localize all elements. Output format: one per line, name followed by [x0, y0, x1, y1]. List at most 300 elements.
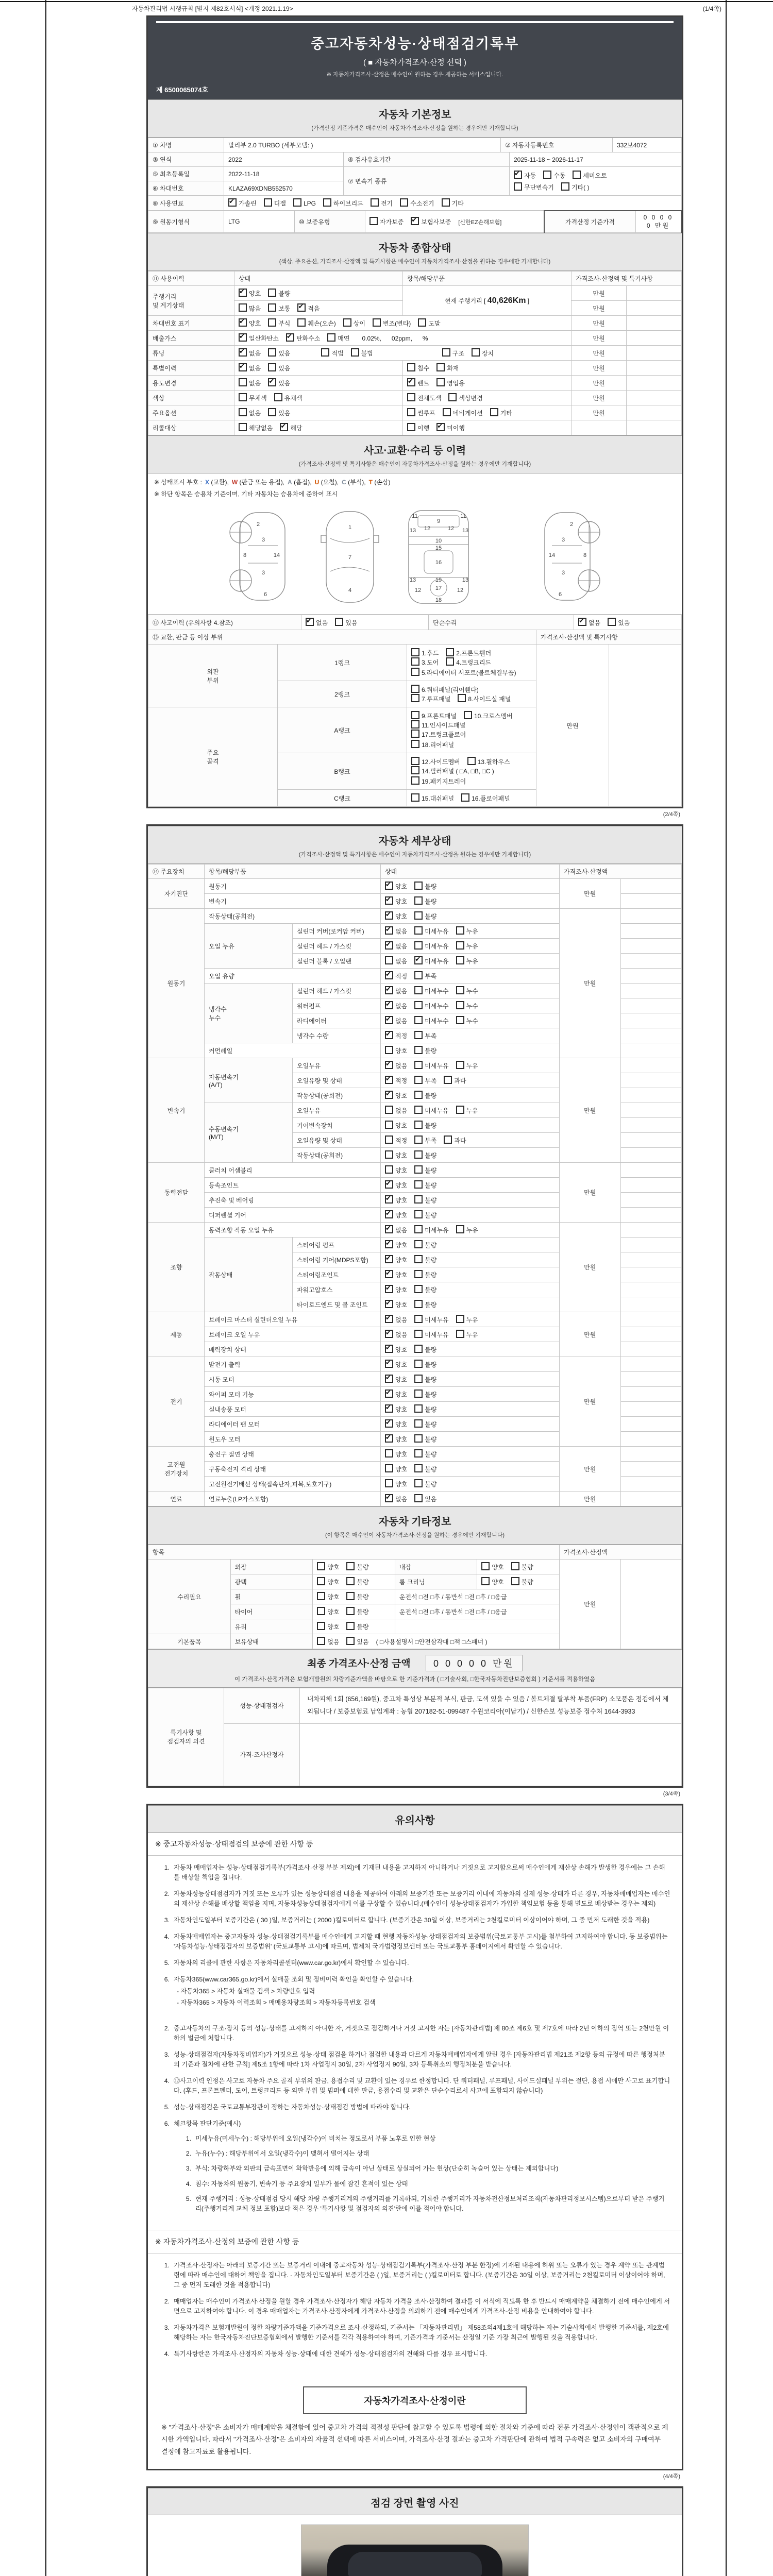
checkbox-option[interactable] — [385, 1360, 407, 1369]
checkbox[interactable] — [268, 318, 276, 327]
checkbox[interactable] — [346, 1622, 355, 1630]
checkbox-option[interactable] — [414, 911, 436, 921]
checkbox[interactable] — [385, 926, 393, 935]
checkbox-option[interactable] — [400, 198, 434, 208]
checkbox-option[interactable] — [385, 1150, 407, 1160]
checkbox-option[interactable] — [373, 318, 411, 328]
checkbox-option[interactable] — [317, 1607, 339, 1616]
checkbox[interactable] — [385, 1121, 393, 1129]
checkbox[interactable] — [346, 1562, 355, 1570]
checkbox[interactable] — [346, 1637, 355, 1645]
checkbox-option[interactable] — [407, 423, 429, 432]
checkbox-option[interactable] — [411, 217, 451, 226]
checkbox-option[interactable] — [472, 348, 494, 358]
checkbox-option[interactable] — [481, 1577, 503, 1586]
checkbox-option[interactable] — [414, 1404, 436, 1414]
checkbox[interactable] — [411, 757, 419, 765]
checkbox[interactable] — [317, 1577, 325, 1585]
checkbox[interactable] — [239, 363, 247, 371]
checkbox-option[interactable] — [385, 1061, 407, 1070]
checkbox-option[interactable] — [456, 956, 478, 965]
checkbox[interactable] — [414, 1180, 423, 1189]
checkbox-option[interactable] — [351, 348, 373, 358]
checkbox[interactable] — [414, 1449, 423, 1458]
checkbox[interactable] — [414, 1150, 423, 1159]
checkbox[interactable] — [490, 408, 498, 416]
checkbox[interactable] — [297, 303, 306, 312]
panel-item-option[interactable] — [411, 740, 454, 749]
checkbox-option[interactable] — [414, 986, 448, 995]
checkbox[interactable] — [436, 363, 445, 371]
checkbox[interactable] — [414, 1210, 423, 1218]
checkbox[interactable] — [481, 1577, 490, 1585]
checkbox-option[interactable] — [385, 941, 407, 951]
checkbox-option[interactable] — [442, 348, 464, 358]
checkbox[interactable] — [472, 348, 480, 357]
checkbox[interactable] — [385, 1106, 393, 1114]
checkbox-option[interactable] — [456, 986, 478, 995]
checkbox[interactable] — [385, 1434, 393, 1443]
checkbox[interactable] — [327, 333, 335, 342]
checkbox[interactable] — [385, 911, 393, 920]
checkbox-option[interactable] — [346, 1577, 368, 1586]
panel-item-option[interactable] — [411, 757, 460, 766]
checkbox-option[interactable] — [414, 1270, 436, 1279]
checkbox-option[interactable] — [414, 1076, 436, 1085]
checkbox[interactable] — [444, 1136, 452, 1144]
panel-item-option[interactable] — [458, 694, 511, 703]
checkbox[interactable] — [228, 198, 237, 207]
checkbox-option[interactable] — [414, 1106, 448, 1115]
checkbox-option[interactable] — [268, 408, 290, 417]
panel-item-option[interactable] — [461, 793, 510, 803]
checkbox[interactable] — [414, 1091, 423, 1099]
checkbox-option[interactable] — [385, 1195, 407, 1205]
checkbox[interactable] — [456, 1106, 464, 1114]
checkbox[interactable] — [414, 911, 423, 920]
checkbox[interactable] — [514, 182, 522, 191]
checkbox[interactable] — [385, 1375, 393, 1383]
checkbox[interactable] — [411, 730, 419, 738]
checkbox-option[interactable] — [385, 1285, 407, 1294]
checkbox[interactable] — [436, 423, 445, 431]
checkbox-option[interactable] — [456, 1315, 478, 1324]
checkbox[interactable] — [268, 303, 276, 312]
checkbox-option[interactable] — [239, 393, 267, 402]
checkbox[interactable] — [411, 766, 419, 774]
checkbox[interactable] — [456, 956, 464, 964]
panel-item-option[interactable] — [411, 694, 450, 703]
checkbox[interactable] — [436, 378, 445, 386]
checkbox-option[interactable] — [297, 303, 320, 313]
checkbox[interactable] — [385, 941, 393, 950]
checkbox[interactable] — [411, 668, 419, 676]
checkbox-option[interactable] — [239, 289, 261, 298]
checkbox[interactable] — [385, 1479, 393, 1487]
checkbox[interactable] — [414, 1389, 423, 1398]
checkbox-option[interactable] — [385, 1419, 407, 1429]
checkbox-option[interactable] — [490, 408, 512, 417]
checkbox-option[interactable] — [414, 941, 448, 951]
checkbox[interactable] — [385, 956, 393, 964]
checkbox-option[interactable] — [414, 1449, 436, 1459]
panel-item-option[interactable] — [411, 685, 479, 694]
checkbox[interactable] — [407, 378, 415, 386]
checkbox[interactable] — [418, 318, 426, 327]
checkbox-option[interactable] — [385, 1225, 407, 1234]
checkbox-option[interactable] — [385, 1255, 407, 1264]
checkbox[interactable] — [385, 1076, 393, 1084]
checkbox-option[interactable] — [385, 1016, 407, 1025]
checkbox-option[interactable] — [239, 363, 261, 372]
checkbox[interactable] — [411, 217, 419, 225]
checkbox[interactable] — [411, 657, 419, 666]
checkbox-option[interactable] — [346, 1592, 368, 1601]
checkbox[interactable] — [561, 182, 569, 191]
checkbox-option[interactable] — [346, 1637, 368, 1646]
checkbox-option[interactable] — [385, 1389, 407, 1399]
checkbox[interactable] — [373, 318, 381, 327]
checkbox-option[interactable] — [448, 393, 482, 402]
checkbox-option[interactable] — [317, 1577, 339, 1586]
checkbox[interactable] — [268, 289, 276, 297]
checkbox-option[interactable] — [414, 1434, 436, 1444]
checkbox-option[interactable] — [385, 986, 407, 995]
checkbox[interactable] — [385, 1195, 393, 1204]
checkbox-option[interactable] — [414, 1330, 448, 1339]
checkbox-option[interactable] — [346, 1562, 368, 1571]
checkbox-option[interactable] — [414, 1360, 436, 1369]
checkbox-option[interactable] — [317, 1637, 339, 1646]
checkbox-option[interactable] — [385, 1345, 407, 1354]
checkbox-option[interactable] — [414, 1494, 436, 1503]
checkbox[interactable] — [414, 1031, 423, 1039]
checkbox[interactable] — [414, 1121, 423, 1129]
checkbox-option[interactable] — [317, 1592, 339, 1601]
checkbox-option[interactable] — [239, 423, 273, 432]
checkbox[interactable] — [385, 1046, 393, 1054]
checkbox[interactable] — [414, 1255, 423, 1263]
checkbox-option[interactable] — [414, 1285, 436, 1294]
checkbox-option[interactable] — [385, 1180, 407, 1190]
checkbox-option[interactable] — [385, 1031, 407, 1040]
checkbox[interactable] — [414, 941, 423, 950]
checkbox[interactable] — [385, 1419, 393, 1428]
checkbox-option[interactable] — [317, 1562, 339, 1571]
checkbox-option[interactable] — [456, 1061, 478, 1070]
checkbox-option[interactable] — [385, 1404, 407, 1414]
checkbox-option[interactable] — [385, 971, 407, 980]
checkbox[interactable] — [446, 648, 454, 656]
checkbox-option[interactable] — [385, 1479, 407, 1488]
checkbox[interactable] — [456, 1315, 464, 1323]
checkbox[interactable] — [573, 171, 581, 179]
checkbox-option[interactable] — [385, 1136, 407, 1145]
checkbox-option[interactable] — [346, 1607, 368, 1616]
checkbox-option[interactable] — [268, 303, 290, 313]
checkbox-option[interactable] — [608, 618, 630, 627]
panel-item-option[interactable] — [411, 648, 439, 657]
checkbox[interactable] — [456, 1016, 464, 1024]
checkbox[interactable] — [385, 1330, 393, 1338]
checkbox[interactable] — [456, 1061, 464, 1069]
checkbox-option[interactable] — [414, 1046, 436, 1055]
checkbox-option[interactable] — [414, 1479, 436, 1488]
checkbox[interactable] — [414, 956, 423, 964]
checkbox-option[interactable] — [414, 1240, 436, 1249]
checkbox[interactable] — [414, 1375, 423, 1383]
checkbox-option[interactable] — [514, 182, 554, 192]
checkbox[interactable] — [385, 1285, 393, 1293]
checkbox[interactable] — [414, 986, 423, 994]
checkbox[interactable] — [297, 318, 306, 327]
checkbox-option[interactable] — [414, 1180, 436, 1190]
checkbox[interactable] — [407, 363, 415, 371]
checkbox-option[interactable] — [385, 1375, 407, 1384]
checkbox[interactable] — [385, 1165, 393, 1174]
checkbox[interactable] — [239, 289, 247, 297]
panel-item-option[interactable] — [411, 793, 454, 803]
checkbox[interactable] — [456, 1225, 464, 1233]
checkbox[interactable] — [385, 1494, 393, 1502]
checkbox-option[interactable] — [239, 318, 261, 328]
checkbox-option[interactable] — [414, 956, 448, 965]
checkbox-option[interactable] — [407, 393, 441, 402]
checkbox-option[interactable] — [414, 1136, 436, 1145]
checkbox-option[interactable] — [385, 882, 407, 891]
checkbox-option[interactable] — [385, 1001, 407, 1010]
checkbox[interactable] — [400, 198, 408, 207]
checkbox[interactable] — [411, 648, 419, 656]
checkbox[interactable] — [414, 1300, 423, 1308]
checkbox-option[interactable] — [436, 378, 465, 387]
checkbox[interactable] — [414, 971, 423, 979]
checkbox[interactable] — [317, 1592, 325, 1600]
checkbox[interactable] — [414, 1001, 423, 1009]
checkbox-option[interactable] — [268, 378, 290, 387]
checkbox[interactable] — [411, 720, 419, 728]
checkbox-option[interactable] — [414, 882, 436, 891]
checkbox[interactable] — [464, 711, 472, 719]
checkbox[interactable] — [442, 198, 450, 207]
checkbox[interactable] — [239, 393, 247, 401]
checkbox[interactable] — [458, 694, 466, 702]
checkbox[interactable] — [385, 1001, 393, 1009]
checkbox[interactable] — [317, 1607, 325, 1615]
checkbox[interactable] — [448, 393, 457, 401]
checkbox[interactable] — [407, 423, 415, 431]
checkbox-option[interactable] — [456, 1106, 478, 1115]
checkbox[interactable] — [414, 1315, 423, 1323]
checkbox-option[interactable] — [297, 318, 335, 328]
checkbox[interactable] — [385, 1180, 393, 1189]
checkbox[interactable] — [385, 1150, 393, 1159]
checkbox[interactable] — [456, 1001, 464, 1009]
checkbox-option[interactable] — [280, 423, 302, 432]
checkbox-option[interactable] — [385, 1076, 407, 1085]
checkbox-option[interactable] — [335, 618, 357, 627]
checkbox[interactable] — [385, 1404, 393, 1413]
checkbox-option[interactable] — [414, 1255, 436, 1264]
checkbox[interactable] — [323, 198, 331, 207]
checkbox-option[interactable] — [385, 1046, 407, 1055]
checkbox[interactable] — [239, 408, 247, 416]
checkbox[interactable] — [411, 740, 419, 748]
checkbox-option[interactable] — [385, 1091, 407, 1100]
checkbox[interactable] — [443, 408, 451, 416]
checkbox-option[interactable] — [414, 1210, 436, 1219]
checkbox[interactable] — [511, 1562, 519, 1570]
panel-item-option[interactable] — [411, 766, 494, 775]
checkbox-option[interactable] — [239, 303, 261, 313]
checkbox-option[interactable] — [414, 1464, 436, 1473]
checkbox[interactable] — [385, 971, 393, 979]
checkbox-option[interactable] — [418, 318, 440, 328]
panel-item-option[interactable] — [411, 776, 466, 786]
checkbox-option[interactable] — [385, 1434, 407, 1444]
checkbox[interactable] — [414, 1240, 423, 1248]
checkbox-option[interactable] — [385, 1449, 407, 1459]
checkbox-option[interactable] — [414, 1016, 448, 1025]
checkbox-option[interactable] — [268, 289, 290, 298]
checkbox-option[interactable] — [407, 408, 435, 417]
panel-item-option[interactable] — [411, 668, 516, 677]
checkbox[interactable] — [414, 1285, 423, 1293]
checkbox[interactable] — [239, 348, 247, 357]
panel-item-option[interactable] — [411, 711, 457, 720]
checkbox[interactable] — [411, 776, 419, 785]
checkbox-option[interactable] — [286, 333, 320, 343]
checkbox[interactable] — [444, 1076, 452, 1084]
checkbox[interactable] — [385, 1464, 393, 1472]
panel-item-option[interactable] — [411, 657, 439, 667]
checkbox[interactable] — [351, 348, 359, 357]
checkbox[interactable] — [335, 618, 343, 626]
checkbox[interactable] — [578, 618, 586, 626]
checkbox-option[interactable] — [456, 941, 478, 951]
checkbox[interactable] — [411, 685, 419, 693]
checkbox[interactable] — [414, 896, 423, 905]
checkbox[interactable] — [321, 348, 329, 357]
checkbox[interactable] — [414, 1106, 423, 1114]
checkbox-option[interactable] — [514, 171, 536, 180]
checkbox[interactable] — [514, 171, 522, 179]
checkbox[interactable] — [414, 1076, 423, 1084]
checkbox-option[interactable] — [321, 348, 343, 358]
checkbox-option[interactable] — [414, 1121, 436, 1130]
panel-item-option[interactable] — [464, 711, 513, 720]
checkbox-option[interactable] — [414, 896, 436, 906]
checkbox-option[interactable] — [385, 1106, 407, 1115]
checkbox[interactable] — [343, 318, 351, 327]
checkbox[interactable] — [414, 1061, 423, 1069]
checkbox-option[interactable] — [385, 1210, 407, 1219]
checkbox-option[interactable] — [293, 198, 316, 207]
checkbox-option[interactable] — [343, 318, 365, 328]
panel-item-option[interactable] — [411, 730, 466, 739]
checkbox-option[interactable] — [436, 363, 459, 372]
checkbox-option[interactable] — [317, 1622, 339, 1631]
checkbox-option[interactable] — [385, 896, 407, 906]
checkbox[interactable] — [385, 1360, 393, 1368]
checkbox[interactable] — [385, 1270, 393, 1278]
checkbox-option[interactable] — [407, 363, 429, 372]
checkbox[interactable] — [371, 198, 379, 207]
checkbox-option[interactable] — [385, 1270, 407, 1279]
checkbox-option[interactable] — [414, 1061, 448, 1070]
checkbox-option[interactable] — [268, 348, 290, 358]
checkbox-option[interactable] — [573, 171, 607, 180]
checkbox[interactable] — [543, 171, 551, 179]
checkbox[interactable] — [385, 1016, 393, 1024]
checkbox[interactable] — [369, 217, 378, 225]
checkbox[interactable] — [385, 1240, 393, 1248]
checkbox-option[interactable] — [414, 1375, 436, 1384]
checkbox-option[interactable] — [407, 378, 429, 387]
checkbox[interactable] — [274, 393, 282, 401]
checkbox-option[interactable] — [346, 1622, 368, 1631]
checkbox-option[interactable] — [268, 318, 290, 328]
checkbox[interactable] — [385, 986, 393, 994]
checkbox-option[interactable] — [436, 423, 465, 432]
checkbox-option[interactable] — [274, 393, 303, 402]
checkbox[interactable] — [407, 408, 415, 416]
checkbox-option[interactable] — [414, 1315, 448, 1324]
checkbox-option[interactable] — [414, 1031, 436, 1040]
checkbox-option[interactable] — [414, 1225, 448, 1234]
checkbox[interactable] — [317, 1622, 325, 1630]
checkbox[interactable] — [446, 657, 454, 666]
checkbox-option[interactable] — [543, 171, 565, 180]
checkbox[interactable] — [414, 1479, 423, 1487]
checkbox[interactable] — [414, 1404, 423, 1413]
checkbox-option[interactable] — [239, 333, 279, 343]
checkbox[interactable] — [414, 1330, 423, 1338]
checkbox[interactable] — [239, 333, 247, 342]
checkbox-option[interactable] — [414, 1300, 436, 1309]
checkbox[interactable] — [414, 1046, 423, 1054]
checkbox-option[interactable] — [456, 1330, 478, 1339]
checkbox[interactable] — [268, 408, 276, 416]
checkbox-option[interactable] — [323, 198, 363, 208]
checkbox[interactable] — [385, 1136, 393, 1144]
checkbox-option[interactable] — [443, 408, 483, 417]
checkbox[interactable] — [414, 1165, 423, 1174]
checkbox[interactable] — [414, 1434, 423, 1443]
checkbox-option[interactable] — [385, 1330, 407, 1339]
checkbox[interactable] — [411, 694, 419, 702]
checkbox-option[interactable] — [385, 1464, 407, 1473]
checkbox-option[interactable] — [511, 1562, 533, 1571]
checkbox[interactable] — [317, 1637, 325, 1645]
checkbox[interactable] — [306, 618, 314, 626]
checkbox-option[interactable] — [385, 1315, 407, 1324]
checkbox[interactable] — [407, 393, 415, 401]
checkbox[interactable] — [511, 1577, 519, 1585]
checkbox-option[interactable] — [456, 926, 478, 936]
checkbox[interactable] — [385, 1091, 393, 1099]
checkbox-option[interactable] — [385, 911, 407, 921]
checkbox[interactable] — [385, 1345, 393, 1353]
checkbox[interactable] — [414, 1016, 423, 1024]
checkbox[interactable] — [467, 757, 476, 765]
checkbox-option[interactable] — [456, 1016, 478, 1025]
checkbox[interactable] — [280, 423, 288, 431]
checkbox[interactable] — [239, 423, 247, 431]
checkbox-option[interactable] — [561, 182, 590, 192]
checkbox[interactable] — [286, 333, 294, 342]
checkbox[interactable] — [414, 882, 423, 890]
